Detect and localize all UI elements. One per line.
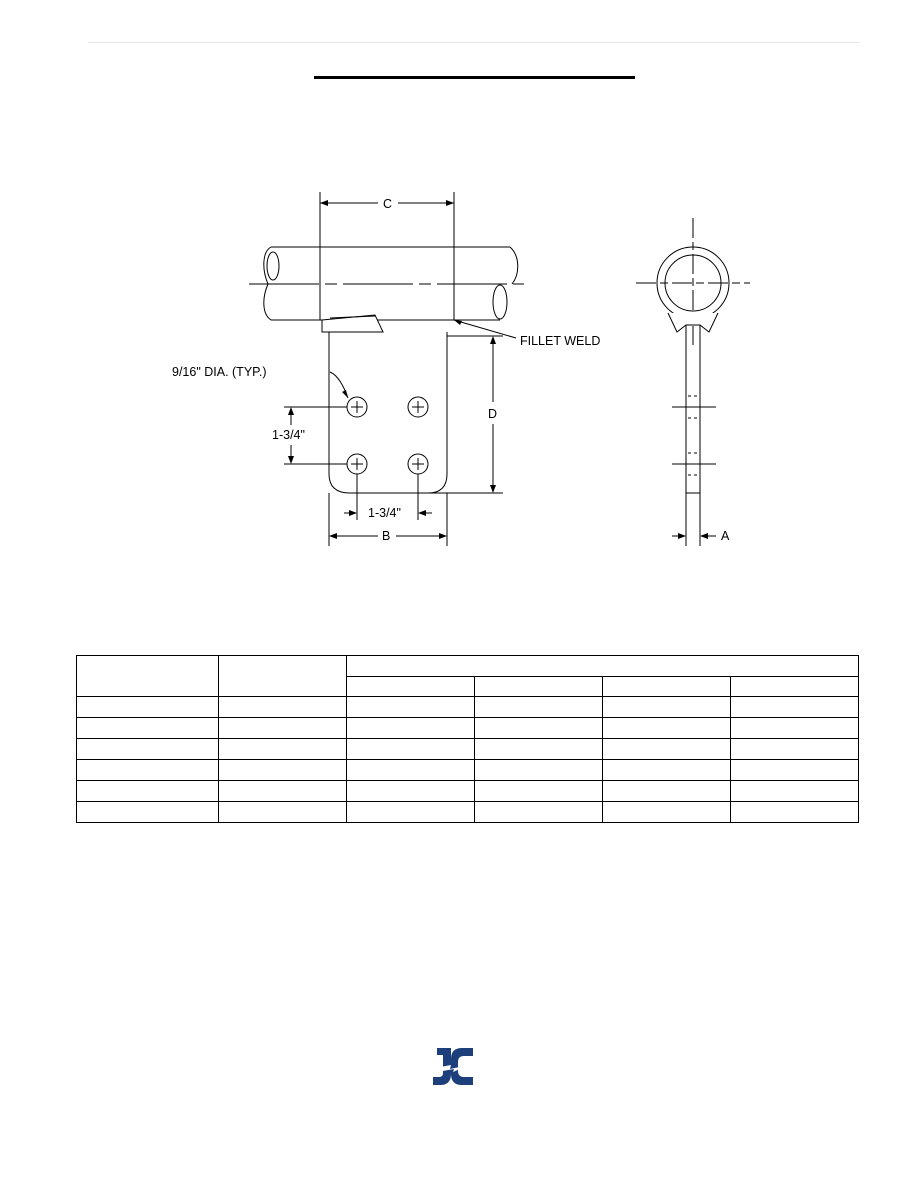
table-cell [731,760,859,781]
table-cell [603,697,731,718]
table-subheader-cell [731,677,859,697]
label-hole-dia: 9/16" DIA. (TYP.) [172,365,267,379]
table-row [77,760,859,781]
table-cell [603,781,731,802]
table-cell [603,718,731,739]
table-row [77,781,859,802]
table-cell [77,739,219,760]
table-cell [219,718,347,739]
table-cell [219,802,347,823]
table-cell [219,760,347,781]
table-body [77,697,859,823]
table-cell [77,697,219,718]
table-cell [731,697,859,718]
table-cell [77,760,219,781]
side-view [636,218,750,546]
table-cell [603,739,731,760]
hole-bottom-right [408,454,428,474]
front-view-arrowheads [288,200,496,539]
side-view-arrowheads [678,533,708,539]
table-cell [219,739,347,760]
table-cell [347,718,475,739]
table-header-cell [219,656,347,697]
table-row [77,718,859,739]
table-cell [77,802,219,823]
label-c: C [383,197,393,211]
label-fillet-weld: FILLET WELD [520,334,601,348]
table-subheader-cell [475,677,603,697]
table-cell [77,781,219,802]
table-cell [347,760,475,781]
jc-lightning-logo-icon [431,1048,473,1085]
table-header-row [77,656,859,677]
table-row [77,802,859,823]
table-cell [347,739,475,760]
table-cell [347,697,475,718]
table-cell [603,802,731,823]
table-row [77,697,859,718]
bracket-plate [329,332,447,493]
label-b: B [382,529,391,543]
label-d: D [488,407,498,421]
table-cell [731,718,859,739]
table-cell [731,781,859,802]
table-header-group-cell [347,656,859,677]
front-view [249,192,524,546]
table-cell [77,718,219,739]
table-cell [475,760,603,781]
table-cell [731,802,859,823]
pipe-right-break [510,247,518,284]
table-header-cell [77,656,219,697]
pipe-left-break-end [267,252,279,280]
label-horizontal-spacing: 1-3/4" [368,506,401,520]
spec-table [76,655,859,823]
label-a: A [721,529,730,543]
table-cell [219,781,347,802]
table-subheader-cell [347,677,475,697]
fillet-weld-leader [454,320,516,338]
table-cell [475,718,603,739]
hole-bottom-left [347,454,367,474]
table-subheader-cell [603,677,731,697]
table-cell [347,781,475,802]
table-cell [603,760,731,781]
table-cell [475,697,603,718]
table-cell [475,739,603,760]
pipe-right-break-end [493,285,507,319]
table-cell [475,781,603,802]
table-row [77,739,859,760]
table-cell [347,802,475,823]
hole-top-right [408,397,428,417]
table-cell [475,802,603,823]
table-cell [731,739,859,760]
table-cell [219,697,347,718]
label-vertical-spacing: 1-3/4" [272,428,305,442]
hole-top-left [347,397,367,417]
